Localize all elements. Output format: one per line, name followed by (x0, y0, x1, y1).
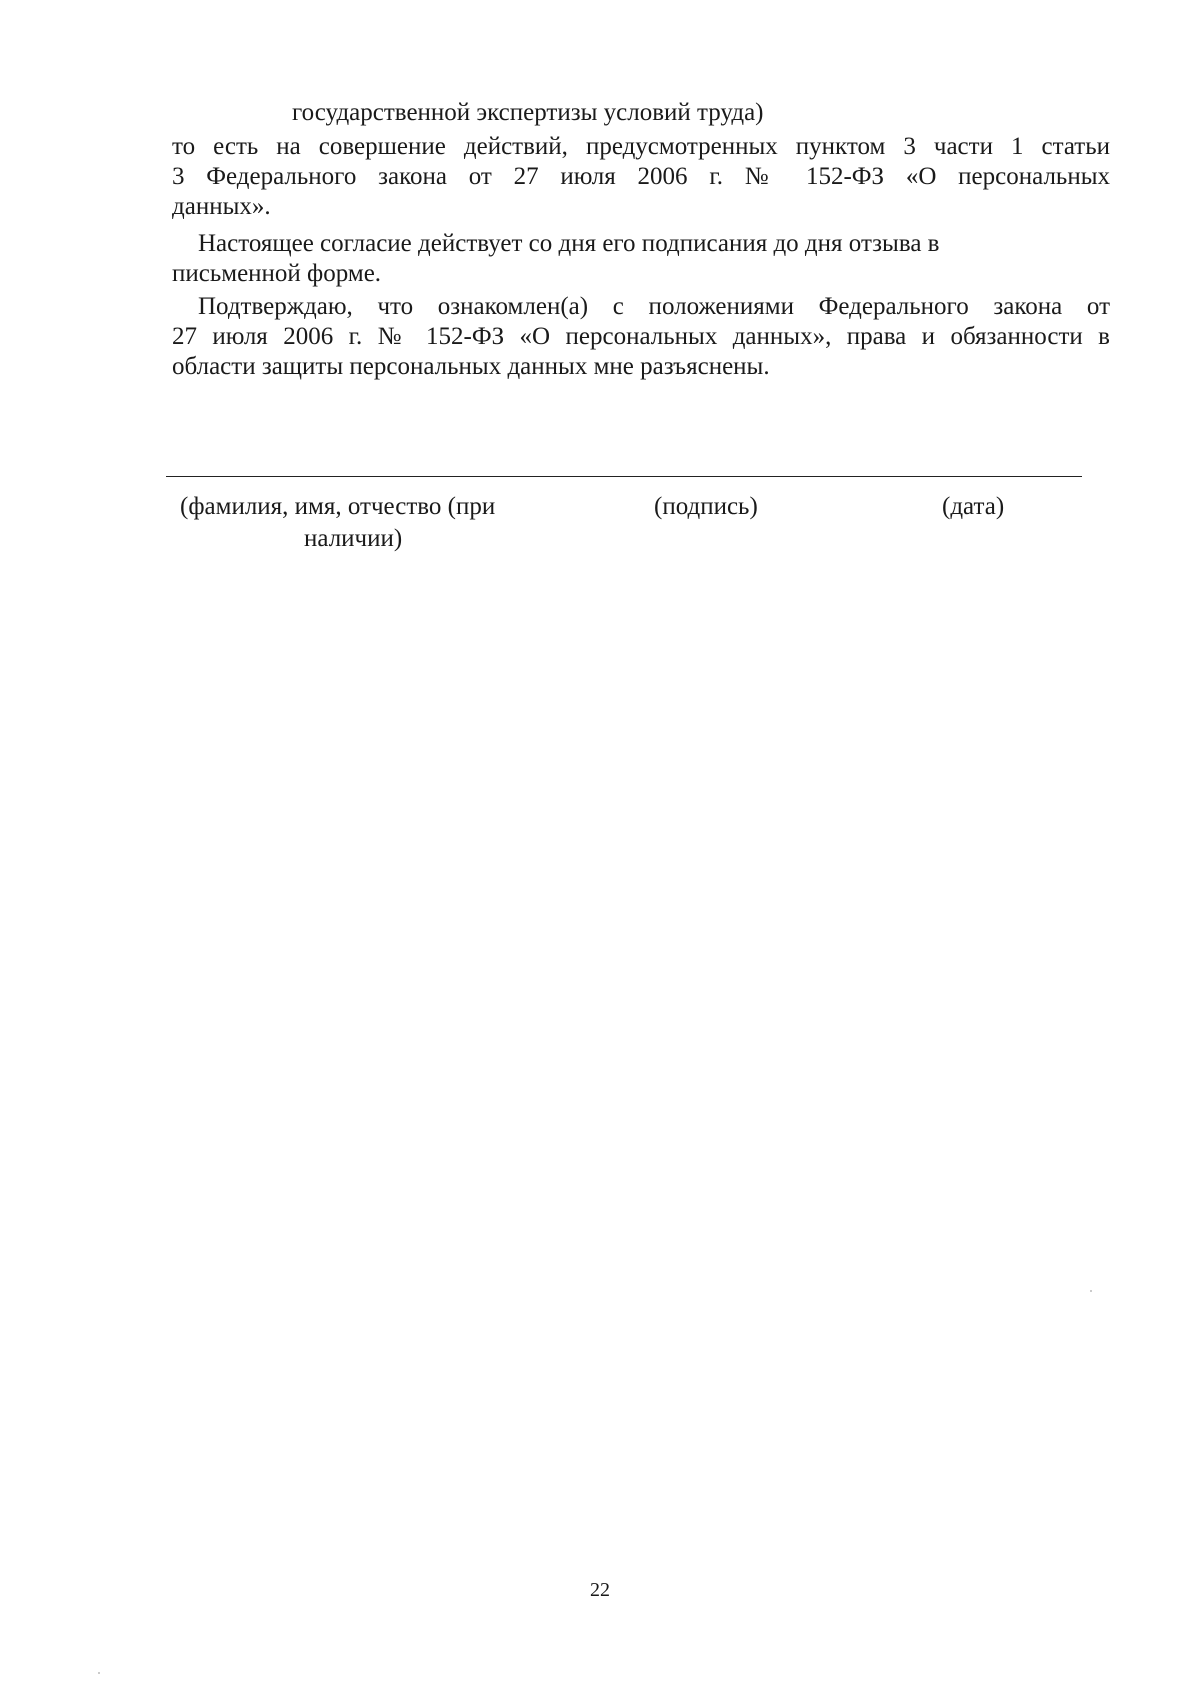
paragraph-consent-scope-line-3: данных». (172, 193, 271, 220)
paragraph-consent-scope (172, 132, 1110, 222)
scan-speck (1090, 1290, 1092, 1292)
paragraph-consent-scope-line-1: то есть на совершение действий, предусмотренных пунктом 3 части 1 статьи (172, 133, 1110, 160)
scan-speck (98, 1672, 100, 1674)
name-caption-line-2: наличии) (304, 525, 403, 552)
paragraph-acknowledgement (172, 292, 1110, 382)
name-caption-line-1: (фамилия, имя, отчество (при (180, 493, 496, 520)
paragraph-acknowledgement-line-3: области защиты персональных данных мне разъяснены. (172, 353, 770, 380)
paragraph-consent-validity-line-2: письменной форме. (172, 260, 382, 287)
page-number: 22 (590, 1579, 610, 1601)
paragraph-consent-scope-line-2: 3 Федерального закона от 27 июля 2006 г. № 152-ФЗ «О персональных (172, 163, 1110, 190)
line-continuation: государственной экспертизы условий труда) (292, 99, 764, 126)
paragraph-consent-validity-line-1: Настоящее согласие действует со дня его подписания до дня отзыва в (198, 230, 940, 257)
paragraph-acknowledgement-line-1: Подтверждаю, что ознакомлен(а) с положениями Федерального закона от (198, 293, 1110, 320)
signature-caption: (подпись) (654, 493, 758, 520)
paragraph-consent-validity (172, 229, 1052, 289)
date-caption: (дата) (942, 493, 1005, 520)
paragraph-acknowledgement-line-2: 27 июля 2006 г. № 152-ФЗ «О персональных данных», права и обязанности в (172, 323, 1110, 350)
signature-line (166, 476, 1082, 477)
